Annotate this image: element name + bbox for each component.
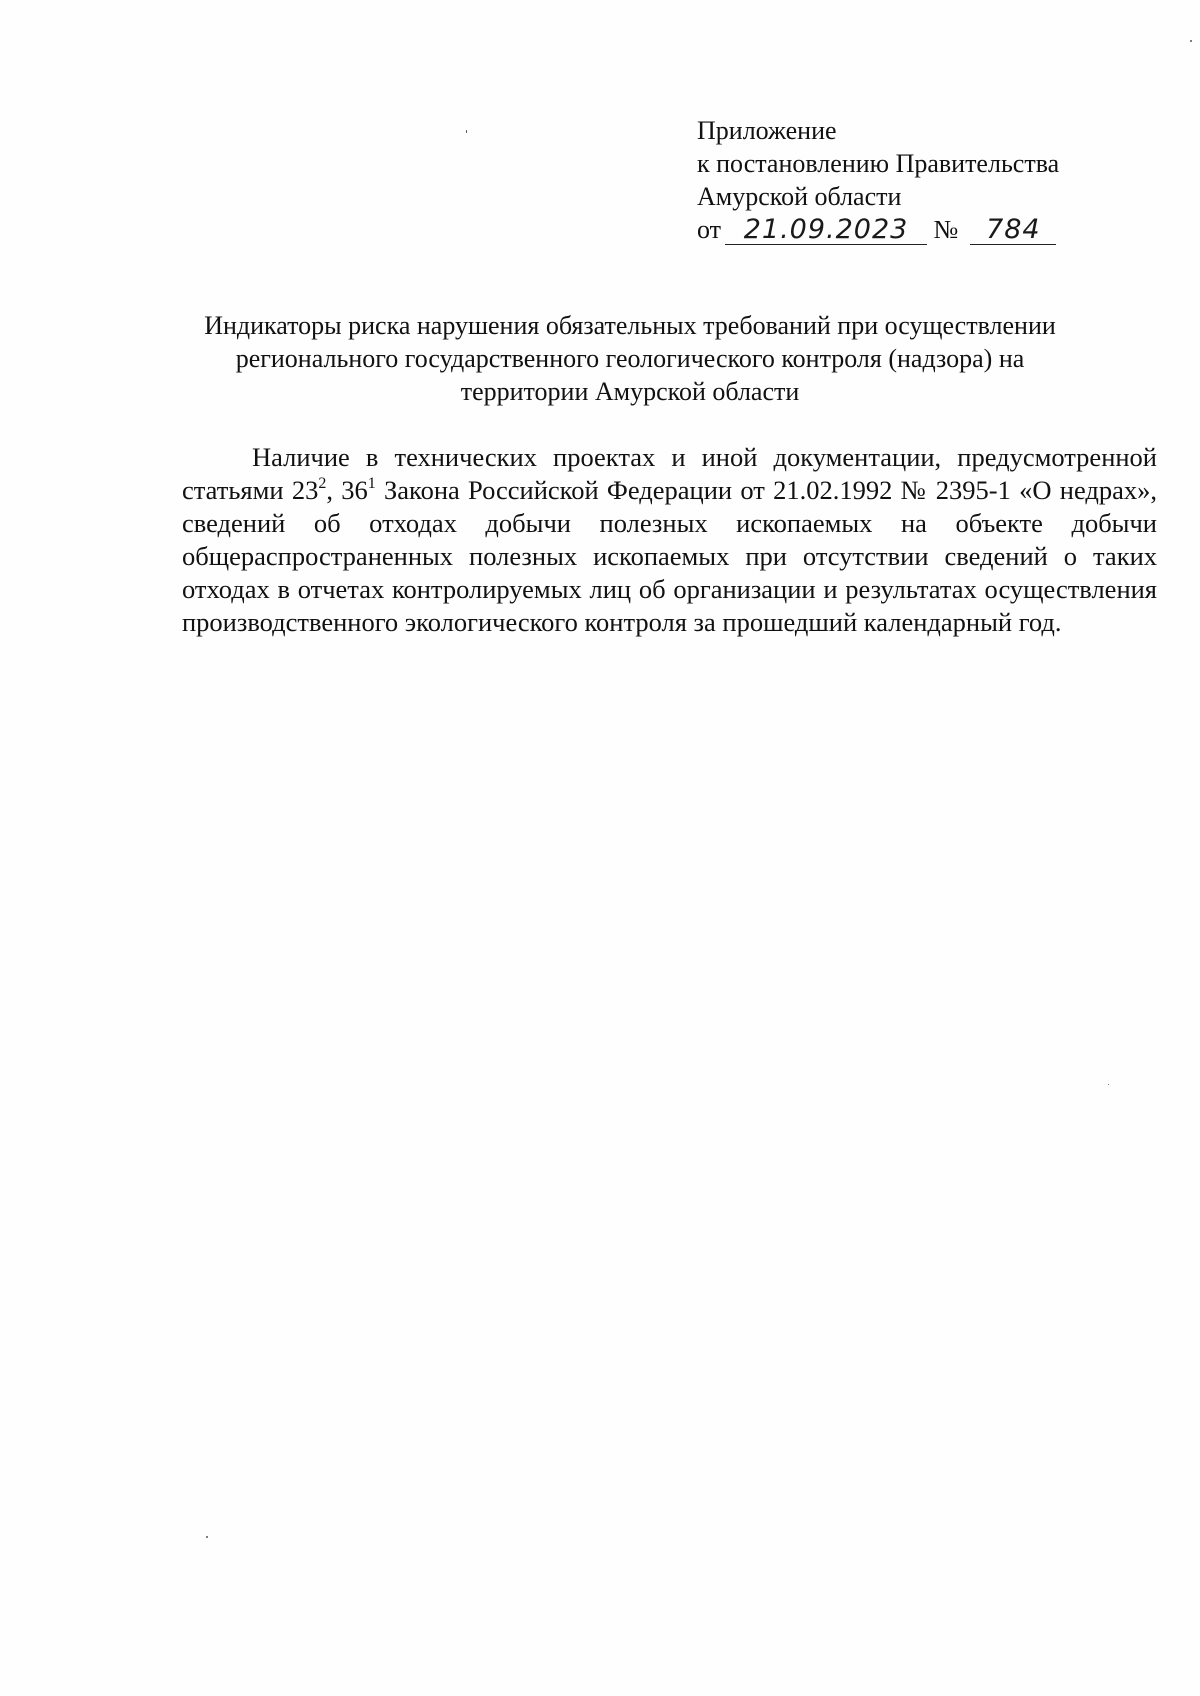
date-prefix: от — [697, 215, 722, 244]
appendix-resolution-ref: к постановлению Правительства — [697, 149, 1060, 178]
body-part-1: Наличие в технических проектах и иной документации, предусмотренной статьями 23 — [182, 442, 1157, 505]
body-paragraph — [182, 441, 1157, 639]
body-text — [182, 441, 1157, 639]
body-part-2: , 36 — [326, 475, 368, 505]
number-sign: № — [933, 215, 959, 244]
scan-speck — [206, 1536, 208, 1538]
title-line-1: Индикаторы риска нарушения обязательных требований при осуществлении — [204, 311, 1056, 340]
document-title — [180, 309, 1080, 408]
appendix-header — [697, 114, 1059, 246]
scan-speck — [1190, 40, 1192, 42]
handwritten-date: 21.09.2023 — [725, 216, 927, 245]
superscript-2: 1 — [367, 475, 376, 492]
appendix-date-number-line — [697, 213, 1059, 246]
body-part-3: Закона Российской Федерации от 21.02.1992 № 2395-1 «О недрах», сведений об отходах добычи полезных ископаемых на объекте добычи общераспространенных полезных ископаемых при отсутствии сведений о таких отходах в отчетах контролируемых лиц об организации и результатах осуществления производственного экологического контроля за прошедший календарный год. — [182, 475, 1158, 637]
title-line-2: регионального государственного геологического контроля (надзора) на — [235, 344, 1025, 373]
superscript-1: 2 — [318, 475, 327, 492]
appendix-label: Приложение — [697, 116, 837, 145]
scan-speck — [1108, 1084, 1109, 1085]
title-line-3: территории Амурской области — [460, 377, 800, 406]
appendix-region: Амурской области — [697, 182, 902, 211]
handwritten-number: 784 — [970, 216, 1056, 245]
scan-speck — [466, 130, 467, 133]
